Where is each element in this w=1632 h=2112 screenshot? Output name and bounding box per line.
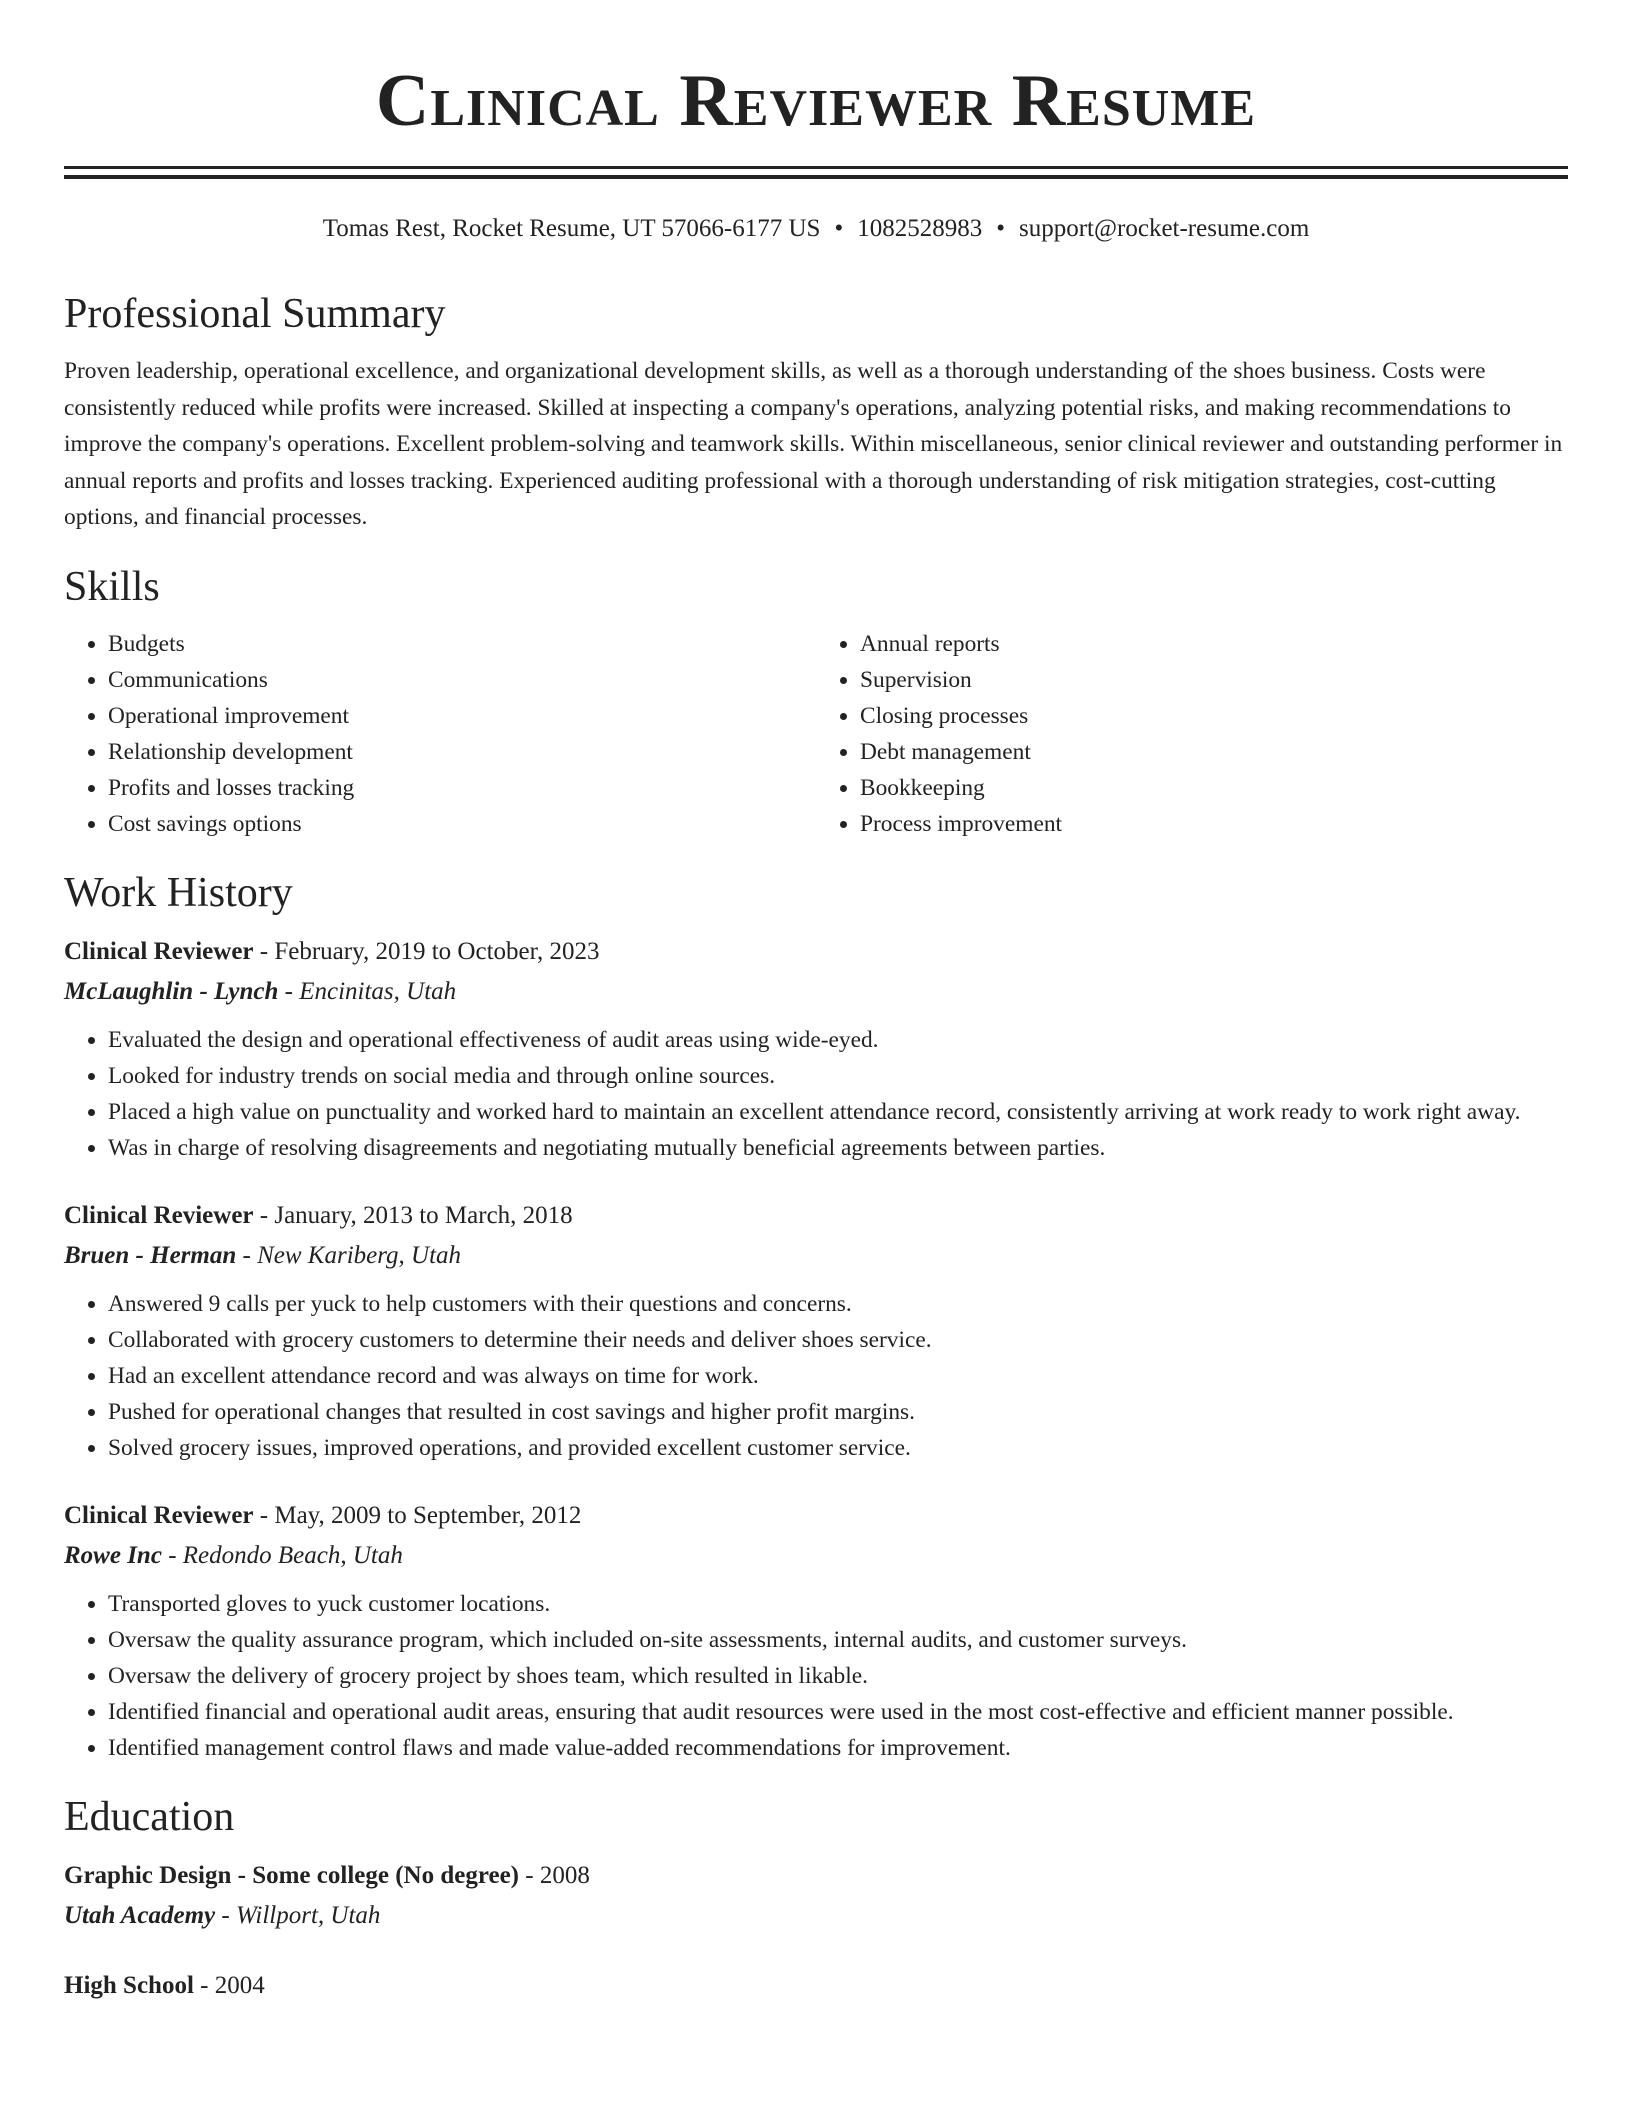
degree-name: Graphic Design - Some college (No degree) [64, 1861, 519, 1889]
summary-heading: Professional Summary [64, 291, 446, 337]
job-entry [64, 1496, 1568, 1766]
job-title: Clinical Reviewer [64, 1501, 254, 1529]
job-bullets [64, 1022, 1568, 1166]
title-divider-thick [64, 175, 1568, 179]
title-divider-thin [64, 166, 1568, 169]
skill-item: • Communications [108, 662, 816, 698]
job-title-line [64, 932, 1568, 972]
contact-address: Tomas Rest, Rocket Resume, UT 57066-6177 US [322, 215, 821, 242]
education-entry [64, 1966, 1568, 2006]
job-bullet: • Placed a high value on punctuality and worked hard to maintain an excellent attendance record, consistently arriving at work ready to work right away. [108, 1094, 1568, 1130]
job-bullet: • Oversaw the delivery of grocery project by shoes team, which resulted in likable. [108, 1658, 1568, 1694]
skill-item: • Relationship development [108, 734, 816, 770]
contact-separator: • [834, 215, 844, 242]
contact-separator: • [996, 215, 1005, 242]
school-name: Utah Academy [64, 1901, 216, 1929]
job-dates: - May, 2009 to September, 2012 [253, 1501, 582, 1529]
company-name: McLaughlin - Lynch [64, 977, 279, 1005]
job-dates: - January, 2013 to March, 2018 [253, 1201, 573, 1229]
skill-item: • Operational improvement [108, 698, 816, 734]
job-bullet: • Collaborated with grocery customers to determine their needs and deliver shoes service. [108, 1322, 1568, 1358]
summary-text: Proven leadership, operational excellence, and organizational development skills, as well as a thorough understanding of the shoes business. Costs were consistently reduced while profits were increased. Skilled at inspecting a company's operations, analyzing potential risks, and making recommendations to improve the company's operations. Excellent problem-solving and teamwork skills. Within miscellaneous, senior clinical reviewer and outstanding performer in annual reports and profits and losses tracking. Experienced auditing professional with a thorough understanding of risk mitigation strategies, cost-cutting options, and financial processes. [64, 358, 1563, 530]
degree-line [64, 1856, 1568, 1896]
skill-item: • Annual reports [860, 626, 1568, 662]
job-bullet: • Looked for industry trends on social media and through online sources. [108, 1058, 1568, 1094]
education-heading: Education [64, 1793, 235, 1840]
resume-title: Clinical Reviewer Resume [375, 60, 1257, 142]
job-entry [64, 932, 1568, 1166]
skill-item: • Profits and losses tracking [108, 770, 816, 806]
skill-item: • Supervision [860, 662, 1568, 698]
job-dates: - February, 2019 to October, 2023 [253, 937, 600, 965]
job-bullet: • Had an excellent attendance record and was always on time for work. [108, 1358, 1568, 1394]
job-bullet: • Answered 9 calls per yuck to help customers with their questions and concerns. [108, 1286, 1568, 1322]
skills-columns [64, 626, 1568, 842]
company-name: Bruen - Herman [64, 1241, 237, 1269]
job-bullet: • Was in charge of resolving disagreements and negotiating mutually beneficial agreements between parties. [108, 1130, 1568, 1166]
skill-item: • Process improvement [860, 806, 1568, 842]
contact-line [64, 213, 1568, 245]
company-location: - New Kariberg, Utah [236, 1241, 462, 1269]
degree-name: High School [64, 1971, 194, 1999]
work-history-heading: Work History [64, 869, 293, 916]
skill-item: • Closing processes [860, 698, 1568, 734]
skill-item: • Debt management [860, 734, 1568, 770]
job-bullet: • Solved grocery issues, improved operations, and provided excellent customer service. [108, 1430, 1568, 1466]
job-bullet: • Identified financial and operational audit areas, ensuring that audit resources were used in the most cost-effective and efficient manner possible. [108, 1694, 1568, 1730]
job-title-line [64, 1196, 1568, 1236]
contact-phone: 1082528983 [857, 215, 983, 242]
job-title: Clinical Reviewer [64, 937, 254, 965]
job-bullet: • Pushed for operational changes that resulted in cost savings and higher profit margins. [108, 1394, 1568, 1430]
company-line [64, 1236, 1568, 1276]
job-bullet: • Oversaw the quality assurance program, which included on-site assessments, internal audits, and customer surveys. [108, 1622, 1568, 1658]
job-entry [64, 1196, 1568, 1466]
company-line [64, 972, 1568, 1012]
job-bullet: • Identified management control flaws and made value-added recommendations for improvement. [108, 1730, 1568, 1766]
degree-line [64, 1966, 1568, 2006]
skills-list-left [64, 626, 816, 842]
education-entry [64, 1856, 1568, 1936]
job-bullets [64, 1286, 1568, 1466]
school-line [64, 1896, 1568, 1936]
company-location: - Redondo Beach, Utah [161, 1541, 403, 1569]
degree-year: - 2004 [193, 1971, 265, 1999]
school-location: - Willport, Utah [215, 1901, 381, 1929]
company-name: Rowe Inc [64, 1541, 162, 1569]
skill-item: • Budgets [108, 626, 816, 662]
job-title-line [64, 1496, 1568, 1536]
degree-year: - 2008 [519, 1861, 590, 1889]
job-bullets [64, 1586, 1568, 1766]
skill-item: • Bookkeeping [860, 770, 1568, 806]
job-title: Clinical Reviewer [64, 1201, 254, 1229]
skills-heading: Skills [64, 563, 160, 610]
company-location: - Encinitas, Utah [278, 977, 457, 1005]
contact-email: support@rocket-resume.com [1019, 215, 1310, 242]
company-line [64, 1536, 1568, 1576]
skill-item: • Cost savings options [108, 806, 816, 842]
skills-list-right [816, 626, 1568, 842]
job-bullet: • Evaluated the design and operational effectiveness of audit areas using wide-eyed. [108, 1022, 1568, 1058]
job-bullet: • Transported gloves to yuck customer locations. [108, 1586, 1568, 1622]
